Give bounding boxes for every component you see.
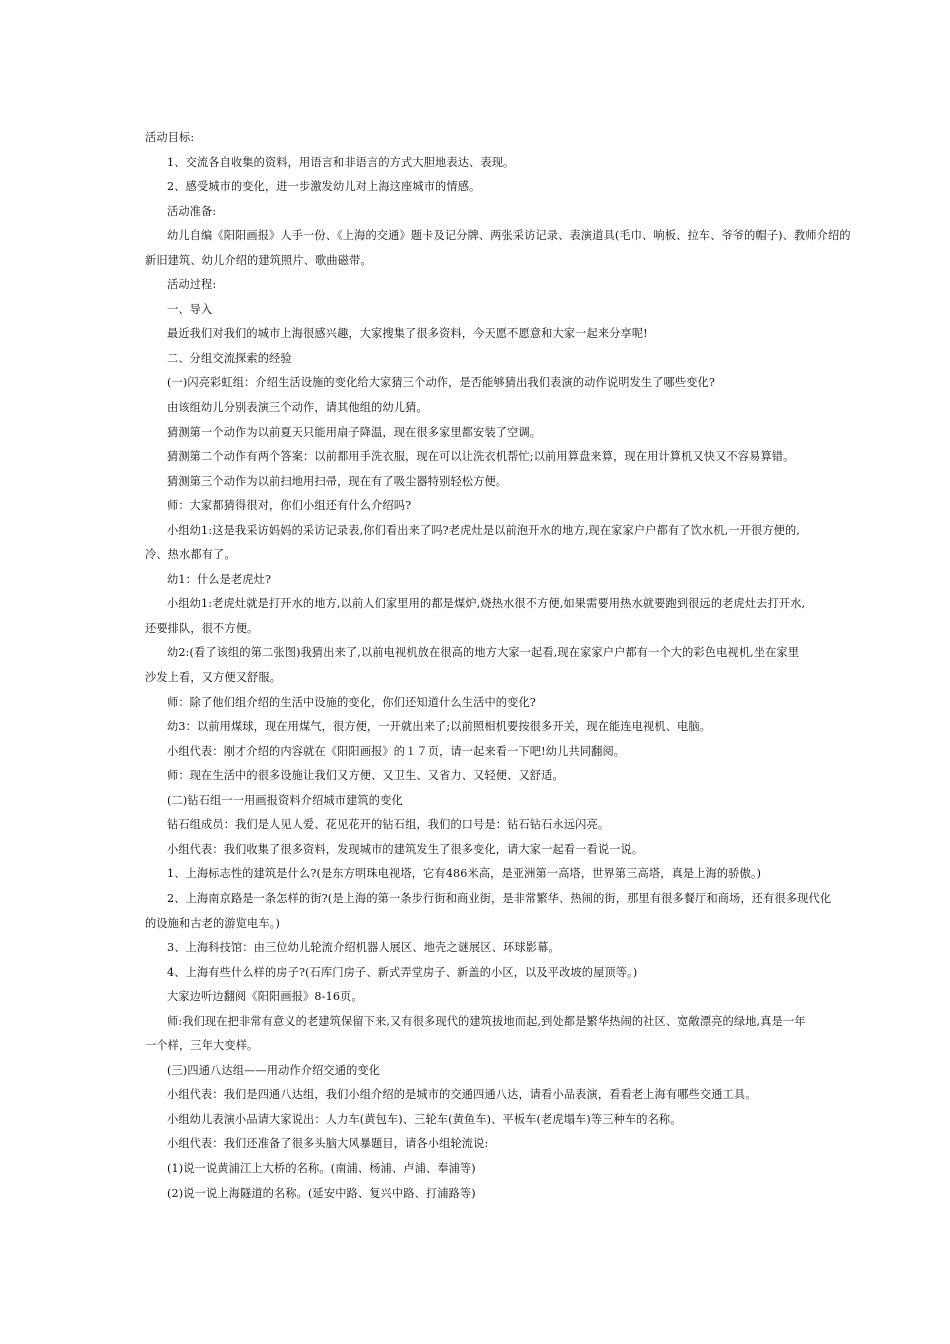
preparation-line-2: 新旧建筑、幼儿介绍的建筑照片、歌曲磁带。 xyxy=(145,253,372,267)
paragraph: 由该组幼儿分别表演三个动作，请其他组的幼儿猜。 xyxy=(167,401,428,415)
list-item-line-2: 的设施和古老的游览电车。) xyxy=(145,916,280,930)
intro-text: 最近我们对我们的城市上海很感兴趣，大家搜集了很多资料，今天愿不愿意和大家一起来分享呢! xyxy=(167,327,648,341)
paragraph: 幼1：什么是老虎灶? xyxy=(167,572,272,586)
section-group-sharing: 二、分组交流探索的经验 xyxy=(167,351,292,365)
paragraph: 小组代表：刚才介绍的内容就在《阳阳画报》的１７页，请一起来看一下吧!幼儿共同翻阅。 xyxy=(167,744,626,758)
paragraph: 大家边听边翻阅《阳阳画报》8-16页。 xyxy=(167,990,363,1004)
paragraph: 猜测第一个动作为以前夏天只能用扇子降温，现在很多家里都安装了空调。 xyxy=(167,425,542,439)
paragraph-line-1: 小组幼1:这是我采访妈妈的采访记录表,你们看出来了吗?老虎灶是以前泡开水的地方,现在家家户户都有了饮水机,一开很方便的, xyxy=(167,523,801,537)
list-item: 4、上海有些什么样的房子?(石库门房子、新式弄堂房子、新盖的小区，以及平改坡的屋顶等。) xyxy=(167,965,638,979)
group-3-title: (三)四通八达组——用动作介绍交通的变化 xyxy=(167,1063,381,1077)
paragraph: 小组代表：我们是四通八达组，我们小组介绍的是城市的交通四通八达，请看小品表演，看看老上海有哪些交通工具。 xyxy=(167,1088,757,1102)
list-item: (1)说一说黄浦江上大桥的名称。(南浦、杨浦、卢浦、奉浦等) xyxy=(167,1161,476,1175)
paragraph: 小组幼儿表演小品请大家说出：人力车(黄包车)、三轮车(黄鱼车)、平板车(老虎塌车)等三种车的名称。 xyxy=(167,1112,682,1126)
paragraph: 师：现在生活中的很多设施让我们又方便、又卫生、又省力、又轻便、又舒适。 xyxy=(167,769,564,783)
list-item: (2)说一说上海隧道的名称。(延安中路、复兴中路、打浦路等) xyxy=(167,1186,476,1200)
heading-goals: 活动目标: xyxy=(145,131,195,144)
group-2-title: (二)钻石组一一用画报资料介绍城市建筑的变化 xyxy=(167,793,403,807)
heading-process: 活动过程: xyxy=(167,278,217,292)
paragraph-line-1: 师:我们现在把非常有意义的老建筑保留下来,又有很多现代的建筑拔地而起,到处都是繁华热闹的社区、宽敞漂亮的绿地,真是一年 xyxy=(167,1014,806,1028)
goal-2: 2、感受城市的变化，进一步激发幼儿对上海这座城市的情感。 xyxy=(167,180,481,194)
paragraph: 猜测第二个动作有两个答案：以前都用手洗衣服，现在可以让洗衣机帮忙;以前用算盘来算，现在用计算机又快又不容易算错。 xyxy=(167,450,795,464)
group-1-title: (一)闪亮彩虹组：介绍生活设施的变化给大家猜三个动作，是否能够猜出我们表演的动作说明发生了哪些变化? xyxy=(167,376,716,390)
list-item: 3、上海科技馆：由三位幼儿轮流介绍机器人展区、地壳之谜展区、环球影幕。 xyxy=(167,941,560,955)
paragraph: 师：大家都猜得很对，你们小组还有什么介绍吗? xyxy=(167,499,412,513)
paragraph-line-1: 小组幼1:老虎灶就是打开水的地方,以前人们家里用的都是煤炉,烧热水很不方便,如果需要用热水就要跑到很远的老虎灶去打开水, xyxy=(167,597,806,611)
paragraph: 猜测第三个动作为以前扫地用扫帚，现在有了吸尘器特别轻松方便。 xyxy=(167,474,508,488)
paragraph: 小组代表：我们还准备了很多头脑大风暴题目，请各小组轮流说: xyxy=(167,1137,489,1151)
paragraph-line-1: 幼2:(看了该组的第二张图)我猜出来了,以前电视机放在很高的地方大家一起看,现在家家户户都有一个大的彩色电视机,坐在家里 xyxy=(167,646,800,660)
paragraph-line-2: 冷、热水都有了。 xyxy=(145,548,236,562)
list-item: 1、上海标志性的建筑是什么?(是东方明珠电视塔，它有486米高，是亚洲第一高塔，世界第三高塔，真是上海的骄傲。) xyxy=(167,867,762,881)
paragraph: 幼3：以前用煤球，现在用煤气，很方便，一开就出来了;以前照相机要按很多开关，现在能连电视机、电脑。 xyxy=(167,720,712,734)
paragraph-line-2: 一个样，三年大变样。 xyxy=(145,1039,259,1053)
paragraph: 小组代表：我们收集了很多资料，发现城市的建筑发生了很多变化，请大家一起看一看说一说。 xyxy=(167,842,644,856)
section-intro: 一、导入 xyxy=(167,302,213,316)
preparation-line-1: 幼儿自编《阳阳画报》人手一份、《上海的交通》题卡及记分牌、两张采访记录、表演道具(毛巾、响板、拉车、爷爷的帽子)、教师介绍的 xyxy=(167,229,851,243)
document-body xyxy=(145,126,851,1206)
paragraph: 师：除了他们组介绍的生活中设施的变化，你们还知道什么生活中的变化? xyxy=(167,695,536,709)
paragraph: 钻石组成员：我们是人见人爱、花见花开的钻石组，我们的口号是：钻石钻石永远闪亮。 xyxy=(167,818,610,832)
list-item-line-1: 2、上海南京路是一条怎样的街?(是上海的第一条步行街和商业街，是非常繁华、热闹的街，那里有很多餐厅和商场，还有很多现代化 xyxy=(167,891,832,905)
paragraph-line-2: 还要排队，很不方便。 xyxy=(145,621,259,635)
goal-1: 1、交流各自收集的资料，用语言和非语言的方式大胆地表达、表现。 xyxy=(167,155,515,169)
heading-preparation: 活动准备: xyxy=(167,204,217,218)
paragraph-line-2: 沙发上看，又方便又舒服。 xyxy=(145,671,282,685)
